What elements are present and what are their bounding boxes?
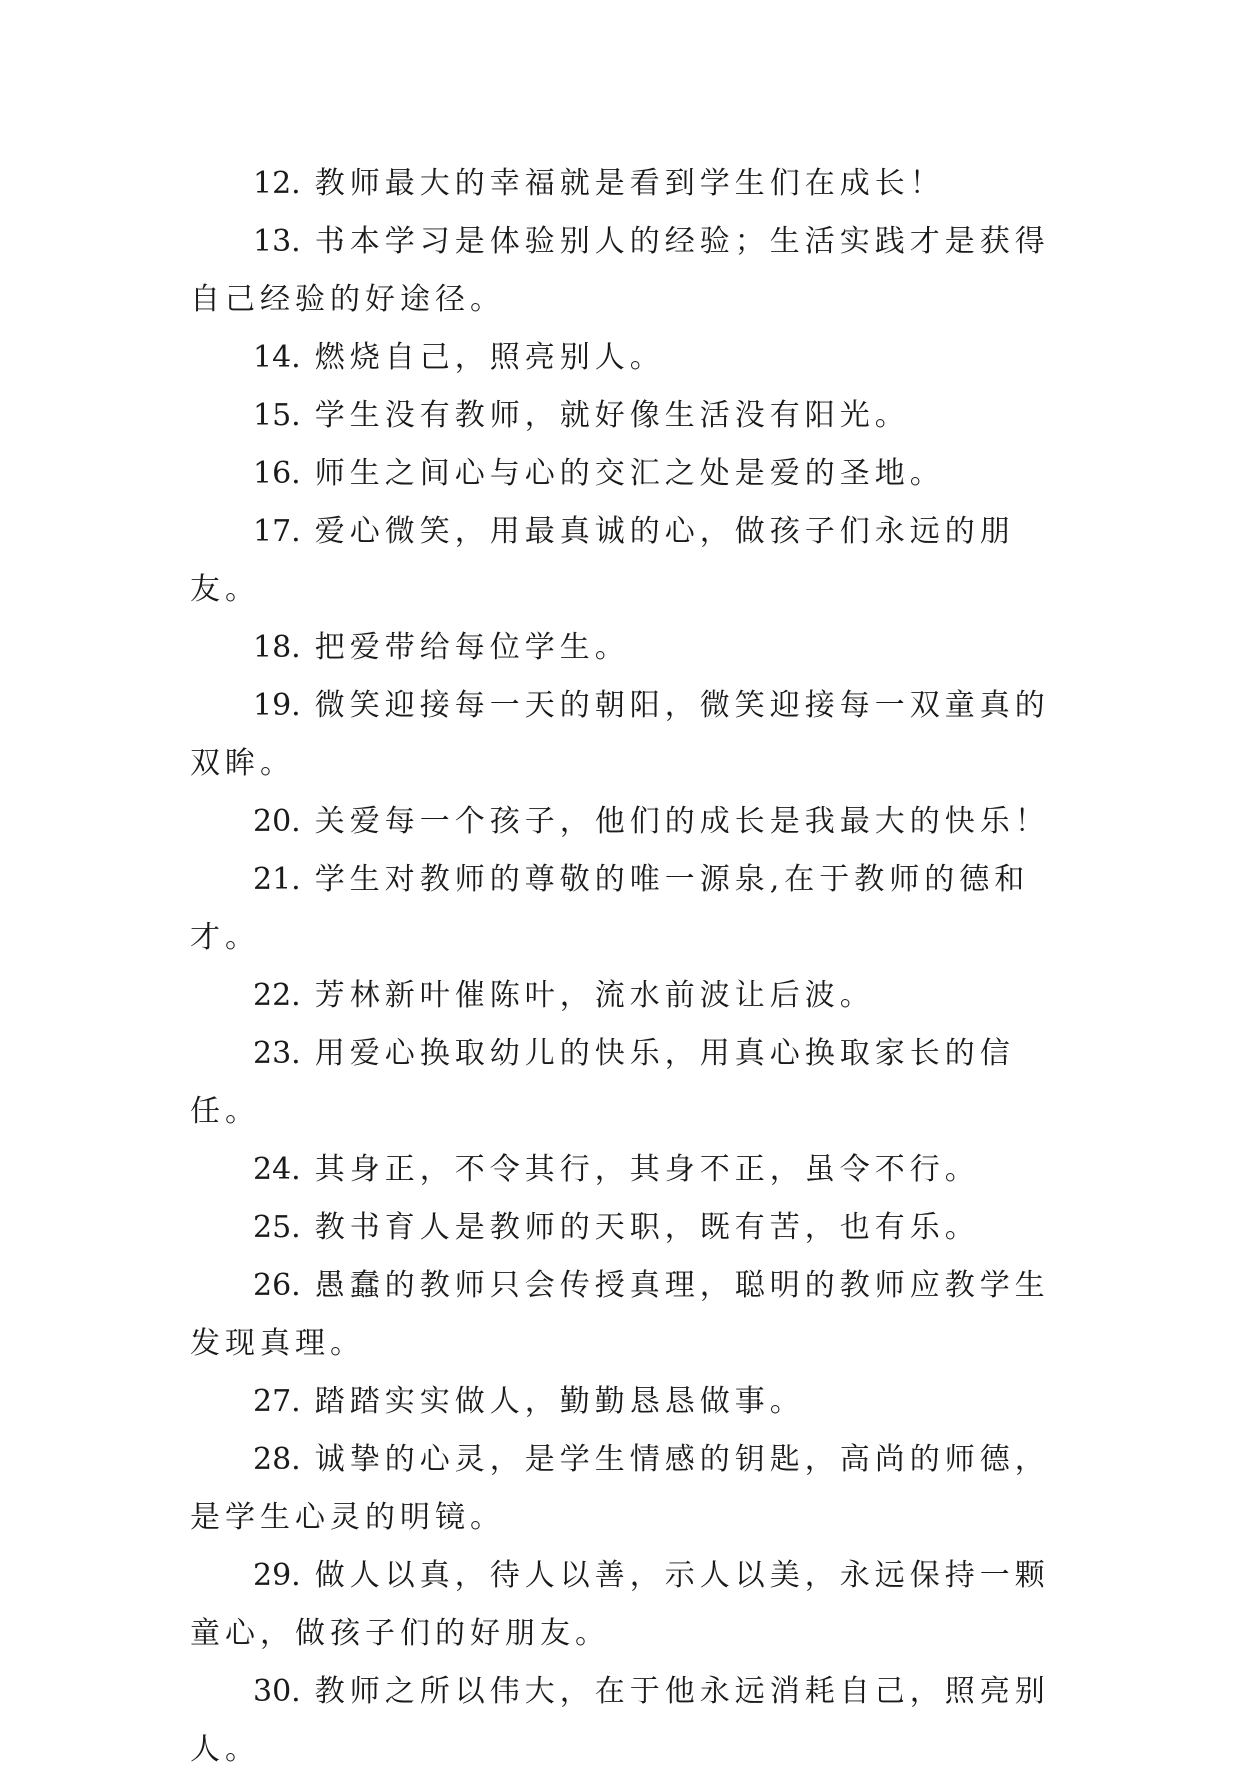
item-text: 教师之所以伟大，在于他永远消耗自己，照亮别人。	[190, 1674, 1050, 1767]
list-item	[190, 1547, 1060, 1663]
list-item	[190, 329, 1060, 387]
list-item	[190, 967, 1060, 1025]
list-item	[190, 1025, 1060, 1141]
item-number: 30.	[253, 1674, 301, 1709]
list-item	[190, 1199, 1060, 1257]
list-item	[190, 445, 1060, 503]
item-text: 把爱带给每位学生。	[314, 630, 630, 665]
item-text: 学生没有教师，就好像生活没有阳光。	[314, 398, 910, 433]
item-text: 书本学习是体验别人的经验；生活实践才是获得自己经验的好途径。	[190, 224, 1050, 317]
item-number: 20.	[253, 804, 301, 839]
item-text: 爱心微笑，用最真诚的心，做孩子们永远的朋友。	[190, 514, 1015, 607]
item-text: 其身正，不令其行，其身不正，虽令不行。	[314, 1152, 980, 1187]
item-number: 28.	[253, 1442, 301, 1477]
list-item	[190, 1373, 1060, 1431]
item-text: 做人以真，待人以善，示人以美，永远保持一颗童心，做孩子们的好朋友。	[190, 1558, 1050, 1651]
list-item	[190, 213, 1060, 329]
item-number: 29.	[253, 1558, 301, 1593]
item-number: 24.	[253, 1152, 301, 1187]
item-text: 教师最大的幸福就是看到学生们在成长！	[314, 166, 945, 201]
item-number: 14.	[253, 340, 301, 375]
item-number: 25.	[253, 1210, 301, 1245]
item-number: 12.	[253, 166, 301, 201]
list-item	[190, 793, 1060, 851]
item-text: 用爱心换取幼儿的快乐，用真心换取家长的信任。	[190, 1036, 1015, 1129]
list-item	[190, 677, 1060, 793]
list-item	[190, 1431, 1060, 1547]
item-number: 23.	[253, 1036, 301, 1071]
item-number: 18.	[253, 630, 301, 665]
list-item	[190, 503, 1060, 619]
quote-list	[190, 155, 1060, 1779]
list-item	[190, 387, 1060, 445]
item-number: 15.	[253, 398, 301, 433]
item-text: 关爱每一个孩子，他们的成长是我最大的快乐！	[314, 804, 1050, 839]
item-number: 13.	[253, 224, 301, 259]
item-text: 教书育人是教师的天职，既有苦，也有乐。	[314, 1210, 980, 1245]
item-number: 27.	[253, 1384, 301, 1419]
item-number: 26.	[253, 1268, 301, 1303]
item-number: 17.	[253, 514, 301, 549]
item-text: 学生对教师的尊敬的唯一源泉,在于教师的德和才。	[190, 862, 1030, 955]
list-item	[190, 155, 1060, 213]
item-number: 21.	[253, 862, 301, 897]
item-text: 诚挚的心灵，是学生情感的钥匙，高尚的师德，是学生心灵的明镜。	[190, 1442, 1050, 1535]
item-text: 愚蠢的教师只会传授真理，聪明的教师应教学生发现真理。	[190, 1268, 1050, 1361]
item-number: 19.	[253, 688, 301, 723]
item-text: 踏踏实实做人，勤勤恳恳做事。	[314, 1384, 805, 1419]
list-item	[190, 851, 1060, 967]
list-item	[190, 619, 1060, 677]
item-text: 微笑迎接每一天的朝阳，微笑迎接每一双童真的双眸。	[190, 688, 1050, 781]
item-text: 师生之间心与心的交汇之处是爱的圣地。	[314, 456, 945, 491]
list-item	[190, 1141, 1060, 1199]
list-item	[190, 1257, 1060, 1373]
item-number: 16.	[253, 456, 301, 491]
item-text: 芳林新叶催陈叶，流水前波让后波。	[314, 978, 875, 1013]
item-text: 燃烧自己，照亮别人。	[314, 340, 665, 375]
list-item	[190, 1663, 1060, 1779]
item-number: 22.	[253, 978, 301, 1013]
